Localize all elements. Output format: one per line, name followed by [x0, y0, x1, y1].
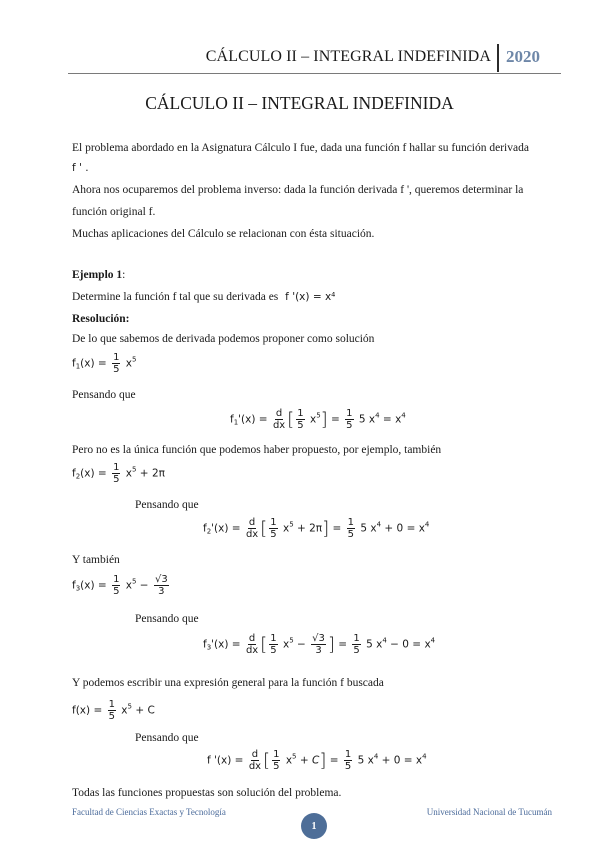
- pero-text: Pero no es la única función que podemos haber propuesto, por ejemplo, también: [72, 444, 442, 456]
- conclusion-text: Todas las funciones propuestas son solución del problema.: [72, 787, 342, 799]
- equation-f2: $f_2(x)$ = $\frac{1}{5}$ $x^5 + 2\pi$: [72, 462, 165, 485]
- equation-f2-derivative: $f_2'(x)$ = $\frac{d}{dx}$ [ $\frac{1}{5}$ $x^5 + 2\pi$] = $\frac{1}{5}$ 5 $x^4 + 0 = x^4$: [203, 517, 430, 540]
- intro-line-5: Muchas aplicaciones del Cálculo se relacionan con ésta situación.: [72, 228, 375, 240]
- pensando-1: Pensando que: [72, 389, 136, 401]
- page-title: CÁLCULO II – INTEGRAL INDEFINIDA: [145, 93, 454, 113]
- example-heading: Ejemplo 1:: [72, 269, 126, 281]
- intro-line-1: El problema abordado en la Asignatura Cálculo I fue, dada una función f hallar su función derivada: [72, 142, 529, 154]
- pensando-3: Pensando que: [135, 613, 199, 625]
- example-statement: Determine la función f tal que su derivada es f '(x) = x⁴: [72, 291, 336, 303]
- pensando-2: Pensando que: [135, 499, 199, 511]
- equation-f1: $f_1(x)$ = $\frac{1}{5}$ $x^5$: [72, 352, 137, 375]
- ytambien-text: Y también: [72, 554, 120, 566]
- page-number-badge: 1: [301, 813, 327, 839]
- intro-line-3: Ahora nos ocuparemos del problema inverso: dada la función derivada f ', queremos determinar la: [72, 184, 524, 196]
- header-title: CÁLCULO II – INTEGRAL INDEFINIDA: [205, 48, 491, 65]
- equation-f-general: f(x) = $\frac{1}{5}$ $x^5 + C$: [72, 699, 155, 722]
- header-separator: [497, 44, 499, 72]
- resolution-heading: Resolución:: [72, 313, 130, 325]
- equation-f-general-derivative: f '(x) = $\frac{d}{dx}$ [ $\frac{1}{5}$ $x^5 + C$] = $\frac{1}{5}$ 5 $x^4 + 0 = x^4$: [207, 749, 427, 772]
- resolution-intro: De lo que sabemos de derivada podemos proponer como solución: [72, 333, 375, 345]
- footer-faculty: Facultad de Ciencias Exactas y Tecnología: [72, 807, 226, 817]
- header-year: 2020: [506, 47, 540, 66]
- equation-f3: $f_3(x)$ = $\frac{1}{5}$ $x^5$ − $\frac{√3}{3}$: [72, 574, 168, 597]
- intro-line-2: f ' .: [72, 162, 89, 174]
- intro-line-4: función original f.: [72, 206, 156, 218]
- footer-university: Universidad Nacional de Tucumán: [426, 807, 552, 817]
- pensando-4: Pensando que: [135, 732, 199, 744]
- equation-f3-derivative: $f_3'(x)$ = $\frac{d}{dx}$ [ $\frac{1}{5}$ $x^5$ − $\frac{√3}{3}$ ] = $\frac{1}{5}$ 5 $x^4 - 0 = x^4$: [203, 633, 436, 656]
- header-rule: [68, 73, 561, 74]
- statement-equation: f '(x) = x⁴: [285, 291, 336, 303]
- equation-f1-derivative: $f_1'(x)$ = $\frac{d}{dx}$ [ $\frac{1}{5}$ $x^5$] = $\frac{1}{5}$ 5 $x^4 = x^4$: [230, 408, 406, 431]
- general-text: Y podemos escribir una expresión general para la función f buscada: [72, 677, 384, 689]
